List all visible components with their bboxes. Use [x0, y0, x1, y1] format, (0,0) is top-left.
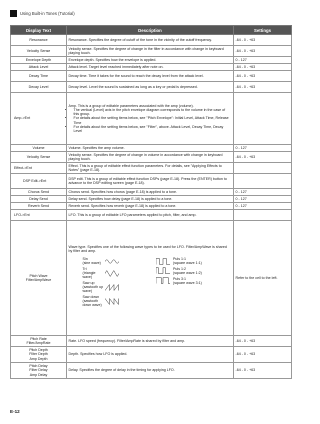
table-row [11, 35, 292, 46]
wave-diagram [69, 253, 232, 311]
settings-cell: Refer to the cell to the left. [234, 221, 292, 336]
table-header-row [11, 26, 292, 35]
table-row [11, 82, 292, 93]
column-header: Display Text [11, 26, 67, 35]
description-cell: Attack level. Target level reached immediately after note on. [67, 64, 234, 71]
wave-label: Puls 1:1 (square wave 1:1) [173, 256, 202, 266]
description-cell: Reverb send. Specifies how reverb (page E-18) is applied to a tone. [67, 203, 234, 210]
triangle-wave-icon [105, 270, 119, 277]
display-text-cell: Decay Time [11, 71, 67, 82]
list-item: • The vertical (Level) axis in the pitch envelope diagram corresponds to the volume in the case of this group. [74, 108, 232, 116]
settings-cell: -64 - 0 - +63 [234, 336, 292, 347]
page-number: E-12 [10, 409, 20, 414]
settings-cell: -64 - 0 - +63 [234, 64, 292, 71]
wave-label: Puls 1:2 (square wave 1:2) [173, 266, 202, 275]
description-cell: Decay time. Time it takes for the sound to reach the decay level from the attack level. [67, 71, 234, 82]
table-row [11, 363, 292, 379]
description-cell: Volume. Specifies the amp volume. [67, 145, 234, 152]
display-text-cell: Decay Level [11, 82, 67, 93]
list-item: • For details about the setting items below, see "Filter", above. Attack Level, Decay Time, Decay Level [74, 125, 232, 133]
square-wave-1-1-icon [156, 258, 170, 265]
table-row [11, 336, 292, 347]
table-row [11, 145, 292, 152]
display-text-cell: Chorus Send [11, 189, 67, 196]
display-text-cell: Volume [11, 145, 67, 152]
table-row [11, 57, 292, 64]
table-row [11, 64, 292, 71]
settings-cell: -64 - 0 - +63 [234, 363, 292, 379]
wave-label: Saw down (sawtooth down wave) [82, 294, 102, 308]
description-cell: Velocity sense. Specifies the degree of change in volume in accordance with change in keyboard playing touch. [67, 152, 234, 163]
wave-item-tri [83, 267, 157, 280]
description-cell: Rate. LFO speed (frequency). Filter/AmpRate is shared by filter and amp. [67, 336, 234, 347]
settings-cell: 0 - 127 [234, 145, 292, 152]
settings-cell: 0 - 127 [234, 57, 292, 64]
wave-label: Puls 3:1 (square wave 3:1) [173, 276, 202, 285]
table-row [11, 163, 292, 174]
description-cell: Delay send. Specifies how delay (page E-18) is applied to a tone. [67, 196, 234, 203]
table-row [11, 347, 292, 363]
display-text-cell: Pitch Wave Filter/AmpWave [11, 221, 67, 336]
settings-cell: -64 - 0 - +63 [234, 71, 292, 82]
display-text-cell: Amp->Ent [11, 93, 67, 145]
square-wave-3-1-icon [156, 277, 170, 284]
display-text-cell: Reverb Send [11, 203, 67, 210]
description-cell: Effect. This is a group of editable effect function parameters. For details, see "Applying Effects to Notes" (page E-18). [67, 163, 234, 174]
description-cell: Chorus send. Specifies how chorus (page E-18) is applied to a tone. [67, 189, 234, 196]
wave-item-puls-1-1 [156, 257, 230, 265]
square-wave-1-2-icon [156, 267, 170, 274]
display-text-cell: Delay Send [11, 196, 67, 203]
wave-item-sin [83, 257, 157, 265]
table-row [11, 93, 292, 145]
wave-item-puls-3-1 [156, 277, 230, 285]
display-text-cell: Pitch Delay Filter Delay Amp Delay [11, 363, 67, 379]
saw-up-wave-icon [105, 284, 119, 291]
header-marker [10, 10, 17, 17]
description-cell: Envelope depth. Specifies how the envelope is applied. [67, 57, 234, 64]
header-title: Using Built-in Tones (Tutorial) [20, 11, 75, 16]
settings-cell [234, 174, 292, 189]
description-cell: Delay. Specifies the degree of delay in the timing for applying LFO. [67, 363, 234, 379]
display-text-cell: Effect->Ent [11, 163, 67, 174]
description-cell: Resonance. Specifies the degree of cutoff of the tone in the vicinity of the cutoff frequency. [67, 35, 234, 46]
description-cell: Velocity sense. Specifies the degree of change in the filter in accordance with change in keyboard playing touch. [67, 46, 234, 57]
display-text-cell: Pitch Rate Filter/AmpRate [11, 336, 67, 347]
table-row [11, 210, 292, 221]
description-cell: DSP edit. This is a group of editable effect function DSPs (page E-18). Press the (ENTER) button to advance to the DSP editing screen (page E-18). [67, 174, 234, 189]
wave-item-saw-down [83, 295, 157, 308]
table-row [11, 189, 292, 196]
wave-column-right [156, 255, 230, 309]
description-cell [67, 93, 234, 145]
table-row [11, 221, 292, 336]
display-text-cell: DSP Edit->Ent [11, 174, 67, 189]
table-row [11, 152, 292, 163]
settings-cell: -64 - 0 - +63 [234, 35, 292, 46]
description-cell: Depth. Specifies how LFO is applied. [67, 347, 234, 363]
wave-item-puls-1-2 [156, 267, 230, 275]
wave-label: Sin (sine wave) [82, 256, 101, 266]
settings-cell [234, 210, 292, 221]
table-row [11, 196, 292, 203]
settings-cell: 0 - 127 [234, 203, 292, 210]
display-text-cell: Attack Level [11, 64, 67, 71]
amp-bullet-list [69, 108, 232, 133]
settings-cell: -64 - 0 - +63 [234, 82, 292, 93]
sine-wave-icon [105, 258, 119, 265]
wave-label: Saw up (sawtooth up wave) [82, 280, 104, 294]
description-cell: LFO. This is a group of editable LFO parameters applied to pitch, filter, and amp. [67, 210, 234, 221]
list-item: • For details about the setting items below, see "Pitch Envelope": Initial Level, Attack Time, Release Time [74, 116, 232, 124]
amp-intro: Amp. This is a group of editable parameters associated with the amp (volume). [68, 103, 194, 108]
wave-item-saw-up [83, 281, 157, 294]
display-text-cell: Resonance [11, 35, 67, 46]
settings-cell: 0 - 127 [234, 189, 292, 196]
table-row [11, 174, 292, 189]
wave-column-left [83, 255, 157, 309]
settings-cell [234, 93, 292, 145]
settings-cell: 0 - 127 [234, 196, 292, 203]
table-row [11, 71, 292, 82]
wave-intro: Wave type. Specifies one of the following wave types to be used for LFO. Filter/AmpWave is shared by filter and amp. [68, 244, 227, 254]
table-row [11, 46, 292, 57]
display-text-cell: Velocity Sense [11, 152, 67, 163]
description-cell [67, 221, 234, 336]
description-cell: Decay level. Level the sound is sustained as long as a key or pedal is depressed. [67, 82, 234, 93]
column-header: Settings [234, 26, 292, 35]
settings-cell [234, 163, 292, 174]
saw-down-wave-icon [105, 298, 119, 305]
page-header [10, 9, 75, 18]
wave-label: Tri (triangle wave) [82, 266, 96, 280]
display-text-cell: Velocity Sense [11, 46, 67, 57]
table-row [11, 203, 292, 210]
display-text-cell: LFO->Ent [11, 210, 67, 221]
settings-cell: -64 - 0 - +63 [234, 46, 292, 57]
display-text-cell: Envelope Depth [11, 57, 67, 64]
column-header: Description [67, 26, 234, 35]
display-text-cell: Pitch Depth Filter Depth Amp Depth [11, 347, 67, 363]
settings-cell: -64 - 0 - +63 [234, 347, 292, 363]
settings-cell: -64 - 0 - +63 [234, 152, 292, 163]
parameter-table [10, 25, 292, 379]
